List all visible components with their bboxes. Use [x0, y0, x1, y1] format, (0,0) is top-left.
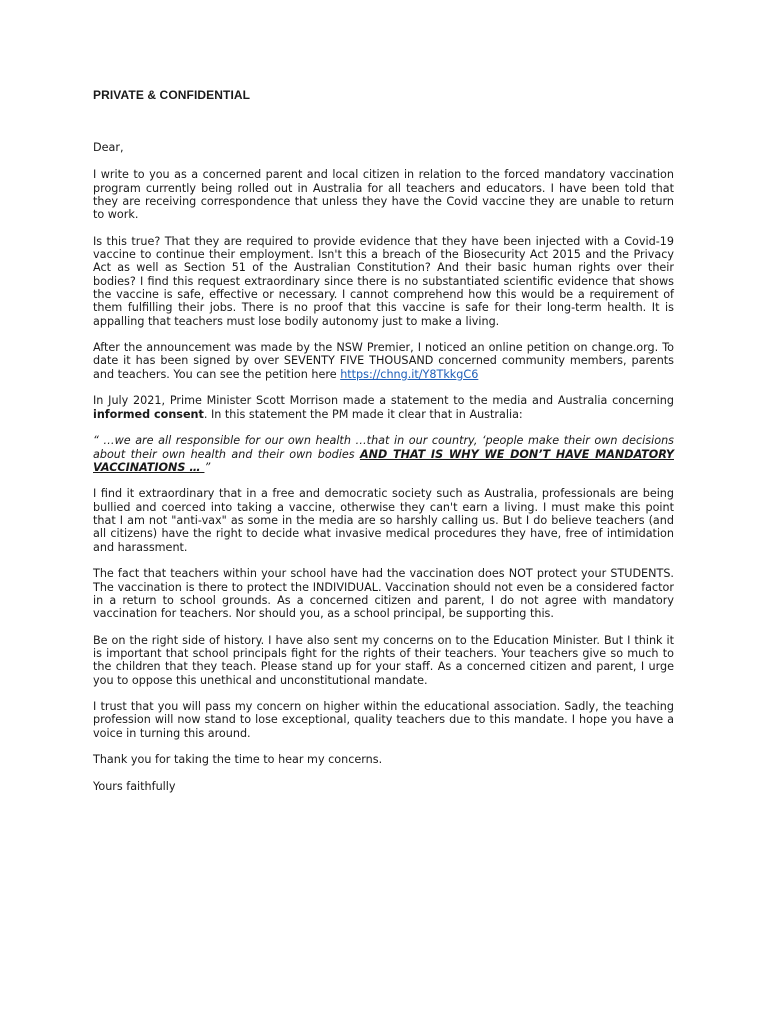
quote-emphasis: AND THAT IS WHY WE DON’T HAVE MANDATORY VACCINATIONS … [93, 447, 674, 474]
pm-statement-text: In July 2021, Prime Minister Scott Morrison made a statement to the media and Australia concerning [93, 394, 674, 408]
paragraph-questions: Is this true? That they are required to provide evidence that they have been injected with a Covid-19 vaccine to continue their employment. Isn't this a breach of the Biosecurity Act 2015 and the Privacy Act as well as Section 51 of the Australian Constitution? And their basic human rights over their bodies? I find this request extraordinary since there is no substantiated scientific evidence that shows the vaccine is safe, effective or necessary. I cannot comprehend how this would be a requirement of them fulfilling their jobs. There is no proof that this vaccine is safe for their long-term health. It is appalling that teachers must lose bodily autonomy just to make a living. [93, 234, 674, 328]
pm-statement-end: . In this statement the PM made it clear that in Australia: [203, 407, 523, 421]
paragraph-thanks: Thank you for taking the time to hear my concerns. [93, 753, 383, 767]
quote-text: “ …we are all responsible for our own health …that in our country, ‘people make their own decisions about their own health and their own bodies [93, 434, 674, 461]
quote-close: ” [204, 460, 211, 474]
paragraph-history: Be on the right side of history. I have also sent my concerns on to the Education Minister. But I think it is important that school principals fight for the rights of their teachers. Your teachers give so much to the children that they teach. Please stand up for your staff. As a concerned citizen and parent, I urge you to oppose this unethical and unconstitutional mandate. [93, 633, 674, 687]
letter-heading: PRIVATE & CONFIDENTIAL [93, 88, 251, 102]
petition-text: After the announcement was made by the NSW Premier, I noticed an online petition on change.org. To date it has been signed by over SEVENTY FIVE THOUSAND concerned community members, parents and teachers. You can see the petition here [93, 341, 674, 381]
paragraph-pm-statement [93, 394, 674, 421]
pm-quote [93, 434, 674, 474]
letter-body [93, 141, 674, 807]
paragraph-intro: I write to you as a concerned parent and local citizen in relation to the forced mandatory vaccination program currently being rolled out in Australia for all teachers and educators. I have been told that they are receiving correspondence that unless they have the Covid vaccine they are unable to return to work. [93, 168, 674, 222]
paragraph-students: The fact that teachers within your school have had the vaccination does NOT protect your STUDENTS. The vaccination is there to protect the INDIVIDUAL. Vaccination should not even be a considered factor in a return to school grounds. As a concerned citizen and parent, I do not agree with mandatory vaccination for teachers. Nor should you, as a school principal, be supporting this. [93, 567, 674, 621]
paragraph-trust: I trust that you will pass my concern on higher within the educational association. Sadly, the teaching profession will now stand to lose exceptional, quality teachers due to this mandate. I hope you have a voice in turning this around. [93, 700, 674, 740]
petition-link[interactable]: https://chng.it/Y8TkkgC6 [340, 367, 479, 381]
salutation: Dear, [93, 141, 124, 154]
paragraph-coercion: I find it extraordinary that in a free and democratic society such as Australia, professionals are being bullied and coerced into taking a vaccine, otherwise they can't earn a living. I must make this point that I am not "anti-vax" as some in the media are so harshly calling us. But I do believe teachers (and all citizens) have the right to decide what invasive medical procedures they have, free of intimidation and harassment. [93, 487, 674, 554]
closing: Yours faithfully [93, 779, 176, 793]
informed-consent-text: informed consent [93, 407, 204, 421]
paragraph-petition [93, 341, 674, 381]
